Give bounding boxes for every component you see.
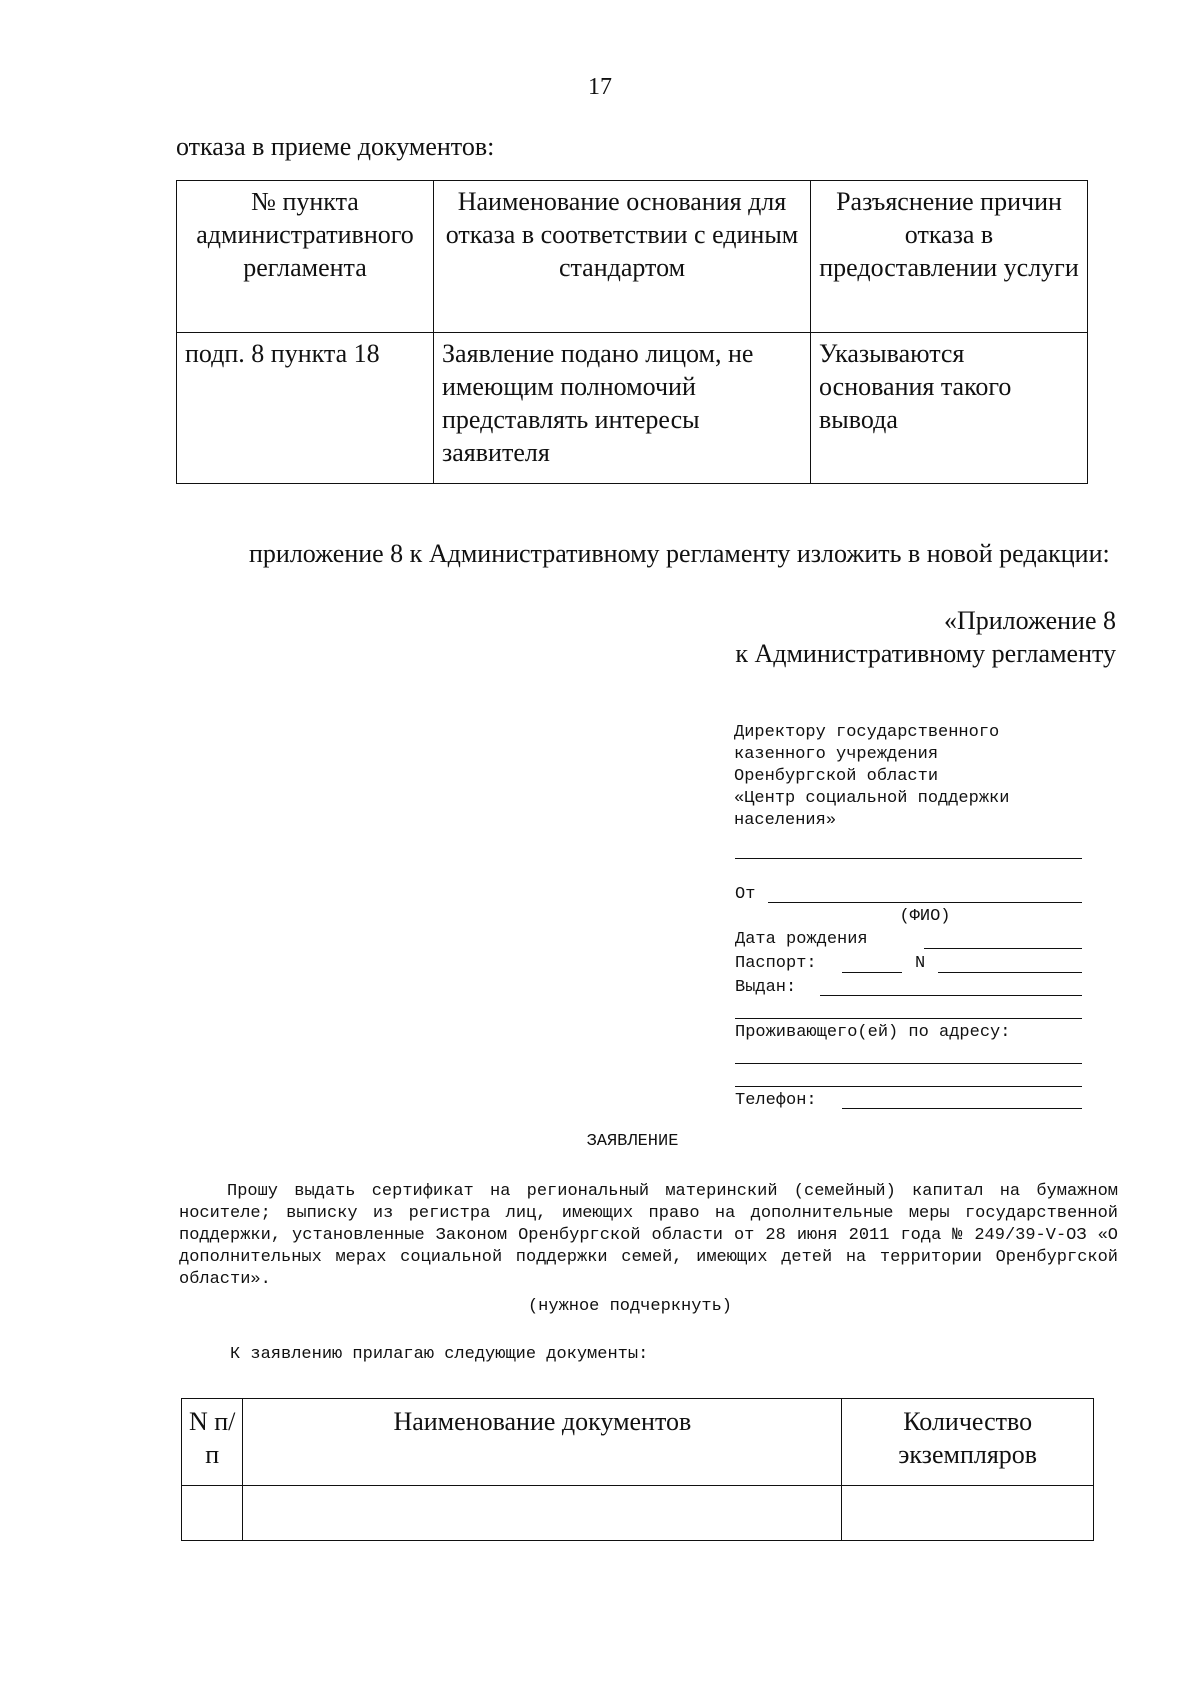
table-cell: подп. 8 пункта 18: [177, 333, 434, 484]
passport-number-label: N: [915, 954, 926, 973]
passport-label: Паспорт:: [735, 954, 817, 973]
addressee-line: населения»: [734, 811, 837, 830]
address-field-line2[interactable]: [735, 1086, 1082, 1087]
fio-caption: (ФИО): [899, 907, 951, 926]
statement-body: Прошу выдать сертификат на региональный материнский (семейный) капитал на бумажном носителе; выписку из регистра лиц, имеющих право на дополнительные меры государственной поддержки, установленные Законом Оренбургской области от 28 июня 2011 года № 249/39-V-ОЗ «О дополнительных мерах социальной поддержки семей, имеющих детей на территории Оренбургской области».: [179, 1182, 1118, 1289]
table-cell[interactable]: [243, 1486, 842, 1541]
table-header-cell: Наименование основания для отказа в соответствии с единым стандартом: [434, 181, 811, 333]
appendix-title: «Приложение 8: [943, 606, 1116, 635]
table-header-row: [177, 181, 1088, 333]
residence-label: Проживающего(ей) по адресу:: [735, 1023, 1011, 1042]
passport-series-field[interactable]: [842, 972, 902, 973]
statement-note: (нужное подчеркнуть): [527, 1297, 733, 1316]
statement-title: ЗАЯВЛЕНИЕ: [586, 1132, 679, 1151]
addressee-line: казенного учреждения: [734, 745, 939, 764]
amendment-paragraph: приложение 8 к Административному регламенту изложить в новой редакции:: [249, 539, 1110, 568]
issued-label: Выдан:: [735, 978, 797, 997]
intro-text: отказа в приеме документов:: [176, 132, 495, 161]
addressee-line: «Центр социальной поддержки: [734, 789, 1010, 808]
table-header-cell: N п/п: [182, 1399, 243, 1486]
documents-table: [181, 1398, 1094, 1541]
table-header-row: [182, 1399, 1094, 1486]
table-cell: Заявление подано лицом, не имеющим полномочий представлять интересы заявителя: [434, 333, 811, 484]
attachments-intro: К заявлению прилагаю следующие документы:: [230, 1345, 649, 1364]
page-number: 17: [588, 74, 612, 100]
addressee-line: Директору государственного: [734, 723, 1000, 742]
table-header-cell: Количество экземпляров: [842, 1399, 1094, 1486]
birth-date-field[interactable]: [924, 948, 1082, 949]
passport-number-field[interactable]: [938, 972, 1082, 973]
table-row: [182, 1486, 1094, 1541]
phone-field[interactable]: [842, 1108, 1082, 1109]
appendix-subtitle: к Административному регламенту: [735, 639, 1116, 668]
table-header-cell: Разъяснение причин отказа в предоставлении услуги: [811, 181, 1088, 333]
refusal-table: [176, 180, 1088, 484]
table-header-cell: № пункта административного регламента: [177, 181, 434, 333]
fio-field[interactable]: [768, 902, 1082, 903]
addressee-block: [734, 722, 1084, 832]
appendix-header: [735, 604, 1116, 670]
addressee-line: Оренбургской области: [734, 767, 939, 786]
table-cell: Указываются основания такого вывода: [811, 333, 1088, 484]
table-header-cell: Наименование документов: [243, 1399, 842, 1486]
from-label: От: [735, 885, 756, 904]
address-field-line1[interactable]: [735, 1063, 1082, 1064]
birth-date-label: Дата рождения: [735, 930, 868, 949]
addressee-blank-line[interactable]: [735, 858, 1082, 859]
issued-by-field-line2[interactable]: [735, 1018, 1082, 1019]
phone-label: Телефон:: [735, 1091, 817, 1110]
issued-by-field[interactable]: [820, 995, 1082, 996]
table-row: [177, 333, 1088, 484]
table-cell[interactable]: [842, 1486, 1094, 1541]
table-cell[interactable]: [182, 1486, 243, 1541]
